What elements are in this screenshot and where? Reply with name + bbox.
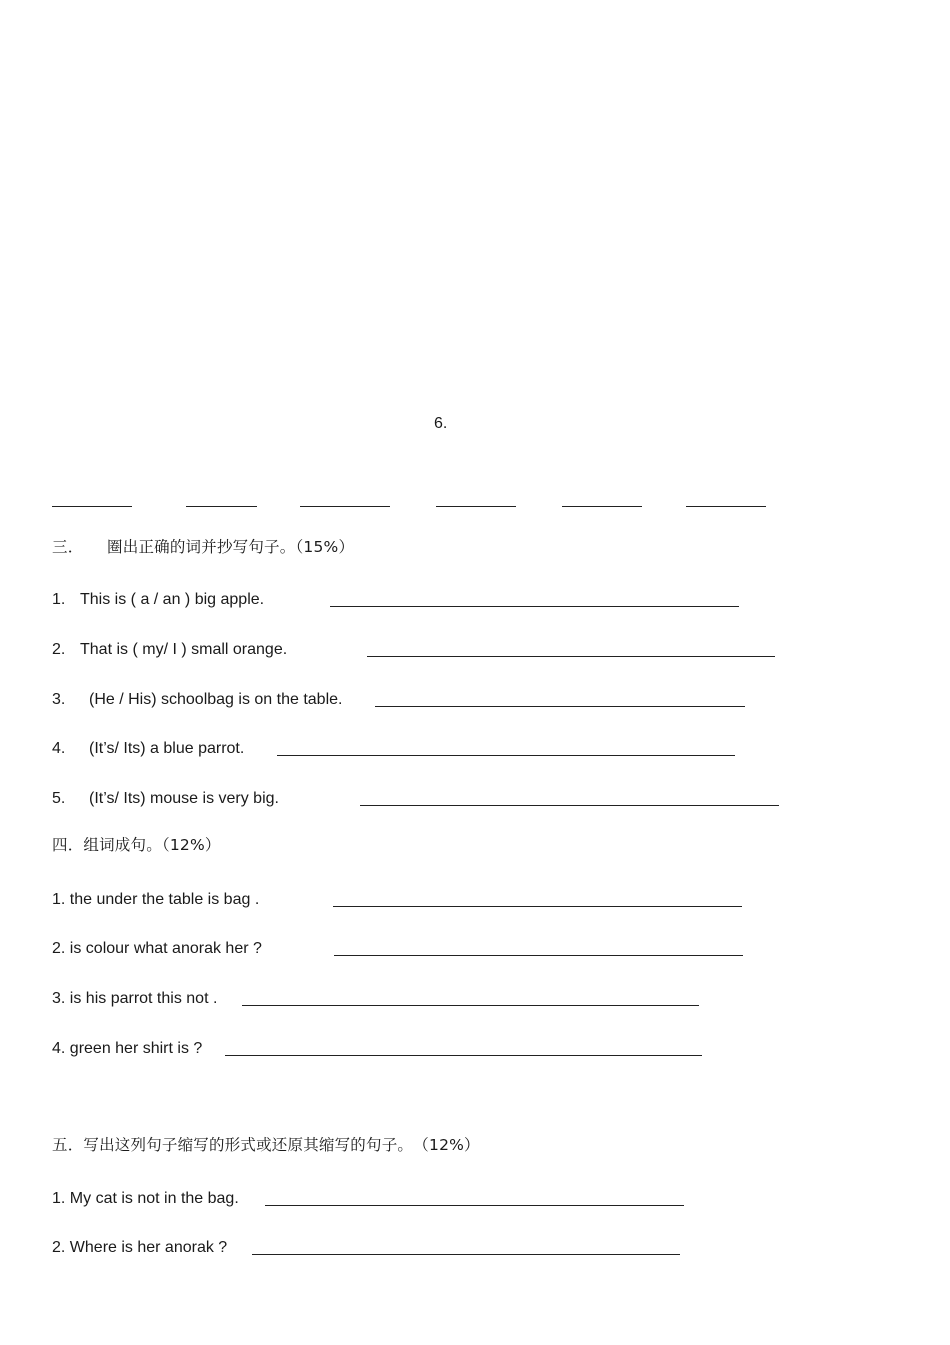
answer-blank[interactable] [436, 506, 516, 507]
item-text: 2. Where is her anorak ? [52, 1239, 228, 1256]
answer-line[interactable] [334, 955, 743, 956]
item-text: 1. the under the table is bag . [52, 891, 260, 908]
answer-line[interactable] [252, 1254, 680, 1255]
answer-line[interactable] [225, 1055, 702, 1056]
item-text: 2. is colour what anorak her ? [52, 940, 262, 957]
item-number: 4. [52, 740, 66, 757]
answer-line[interactable] [333, 906, 742, 907]
section-4-heading: 四．组词成句。（12%） [52, 836, 221, 854]
item-text: (It’s/ Its) a blue parrot. [89, 740, 245, 757]
answer-line[interactable] [360, 805, 779, 806]
section-5-heading: 五．写出这列句子缩写的形式或还原其缩写的句子。 （12%） [52, 1136, 480, 1154]
item-text: 4. green her shirt is ? [52, 1040, 203, 1057]
item-text: This is ( a / an ) big apple. [80, 591, 265, 608]
item-text: 1. My cat is not in the bag. [52, 1190, 239, 1207]
item-text: (He / His) schoolbag is on the table. [89, 691, 343, 708]
answer-line[interactable] [265, 1205, 684, 1206]
answer-blank[interactable] [300, 506, 390, 507]
answer-blank[interactable] [186, 506, 257, 507]
item-number: 1. [52, 591, 66, 608]
item-number: 5. [52, 790, 66, 807]
answer-line[interactable] [367, 656, 775, 657]
answer-blank[interactable] [52, 506, 132, 507]
answer-blank[interactable] [686, 506, 766, 507]
section-3-heading: 三． 圈出正确的词并抄写句子。（15%） [52, 538, 355, 556]
answer-blank[interactable] [562, 506, 642, 507]
page-number: 6. [434, 415, 448, 432]
item-text: 3. is his parrot this not . [52, 990, 218, 1007]
item-text: (It’s/ Its) mouse is very big. [89, 790, 279, 807]
answer-line[interactable] [330, 606, 739, 607]
answer-line[interactable] [277, 755, 735, 756]
answer-line[interactable] [375, 706, 745, 707]
item-text: That is ( my/ I ) small orange. [80, 641, 288, 658]
answer-line[interactable] [242, 1005, 699, 1006]
item-number: 3. [52, 691, 66, 708]
item-number: 2. [52, 641, 66, 658]
